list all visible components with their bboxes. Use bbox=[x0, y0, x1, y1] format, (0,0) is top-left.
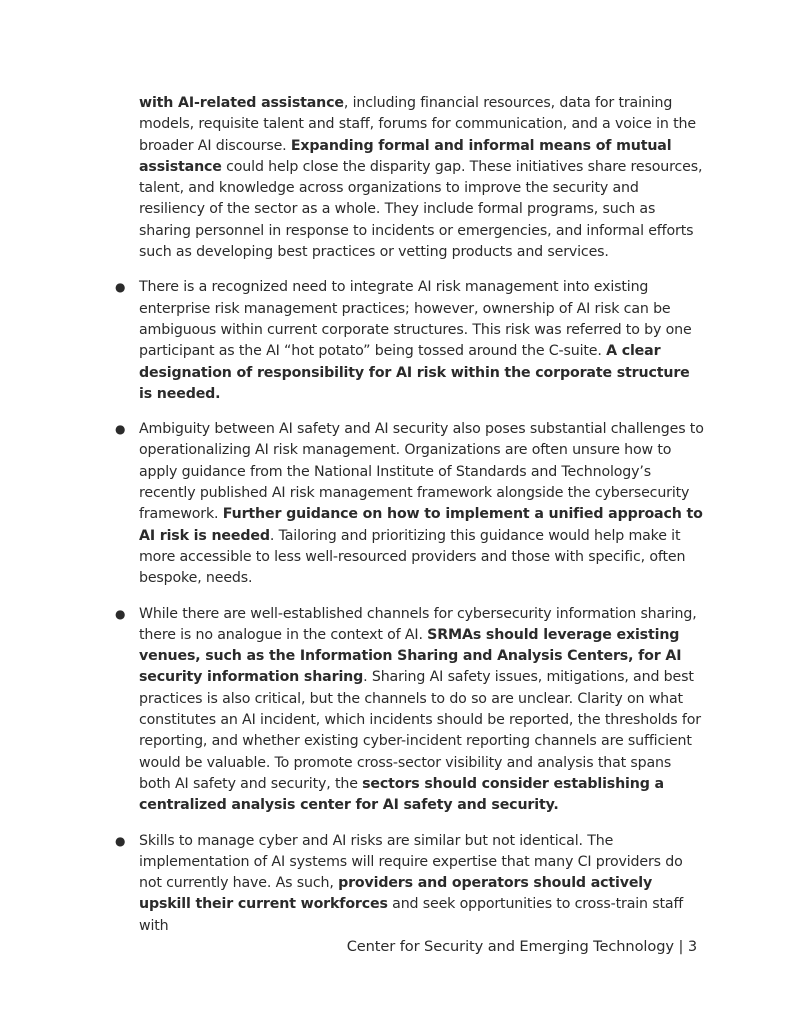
bullet-item bbox=[115, 419, 704, 589]
bold-text-run: A clear designation of responsibility for AI risk within the corporate structure is needed. bbox=[139, 343, 690, 402]
text-run: Ambiguity between AI safety and AI security also poses substantial challenges to operationalizing AI risk management. Organizations are often unsure how to apply guidance from the National Institute of Standards and Technology’s recently published AI risk management framework alongside the cybersecurity framework. bbox=[139, 421, 704, 523]
bullet-marker: ● bbox=[115, 606, 126, 621]
intro-paragraph bbox=[139, 93, 704, 263]
text-run: There is a recognized need to integrate AI risk management into existing enterprise risk management practices; however, ownership of AI risk can be ambiguous within current corporate structures. This risk was referred to by one participant as the AI “hot potato” being tossed around the C-suite. bbox=[139, 279, 692, 360]
bold-text-run: providers and operators should actively upskill their current workforces bbox=[139, 875, 653, 913]
bullet-text bbox=[139, 831, 704, 937]
page-footer bbox=[347, 938, 697, 955]
bullet-item bbox=[115, 277, 704, 405]
text-run: could help close the disparity gap. These initiatives share resources, talent, and knowledge across organizations to improve the security and resiliency of the sector as a whole. They include formal programs, such as sharing personnel in response to incidents or emergencies, and informal efforts such as developing best practices or vetting products and services. bbox=[139, 158, 703, 261]
footer-org-name: Center for Security and Emerging Technology bbox=[346, 938, 674, 955]
bullet-marker: ● bbox=[115, 280, 126, 295]
bold-text-run: Further guidance on how to implement a unified approach to AI risk is needed bbox=[139, 506, 703, 544]
bold-text-run: with AI-related assistance bbox=[139, 95, 344, 111]
bold-text-run: sectors should consider establishing a centralized analysis center for AI safety and security. bbox=[139, 775, 664, 814]
bullet-item bbox=[115, 604, 704, 817]
page-number: 3 bbox=[687, 938, 697, 955]
text-run: Skills to manage cyber and AI risks are similar but not identical. The implementation of AI systems will require expertise that many CI providers do not currently have. As such, bbox=[139, 832, 683, 892]
text-run: . Sharing AI safety issues, mitigations, and best practices is also critical, but the channels to do so are unclear. Clarity on what constitutes an AI incident, which incidents should be reported, the thresholds for reporting, and whether existing cyber-incident reporting channels are sufficient would be valuable. To promote cross-sector visibility and analysis that spans both AI safety and security, the bbox=[139, 669, 701, 792]
bullet-marker: ● bbox=[115, 833, 126, 848]
bold-text-run: Expanding formal and informal means of mutual assistance bbox=[139, 137, 672, 175]
bold-text-run: SRMAs should leverage existing venues, such as the Information Sharing and Analysis Centers, for AI security information sharing bbox=[139, 626, 682, 686]
footer-separator: | bbox=[678, 938, 684, 955]
bullet-marker: ● bbox=[115, 422, 126, 437]
text-run: , including financial resources, data for training models, requisite talent and staff, forums for communication, and a voice in the broader AI discourse. bbox=[139, 95, 696, 154]
text-run: and seek opportunities to cross-train staff with bbox=[139, 896, 684, 934]
bullet-text bbox=[139, 604, 704, 817]
bullet-item bbox=[115, 831, 704, 937]
bullet-text bbox=[139, 277, 704, 405]
bullet-text bbox=[139, 419, 704, 589]
page-body bbox=[115, 93, 704, 951]
text-run: While there are well-established channels for cybersecurity information sharing, there is no analogue in the context of AI. bbox=[139, 605, 697, 643]
text-run: . Tailoring and prioritizing this guidance would help make it more accessible to less well-resourced providers and those with specific, often bespoke, needs. bbox=[139, 527, 686, 587]
